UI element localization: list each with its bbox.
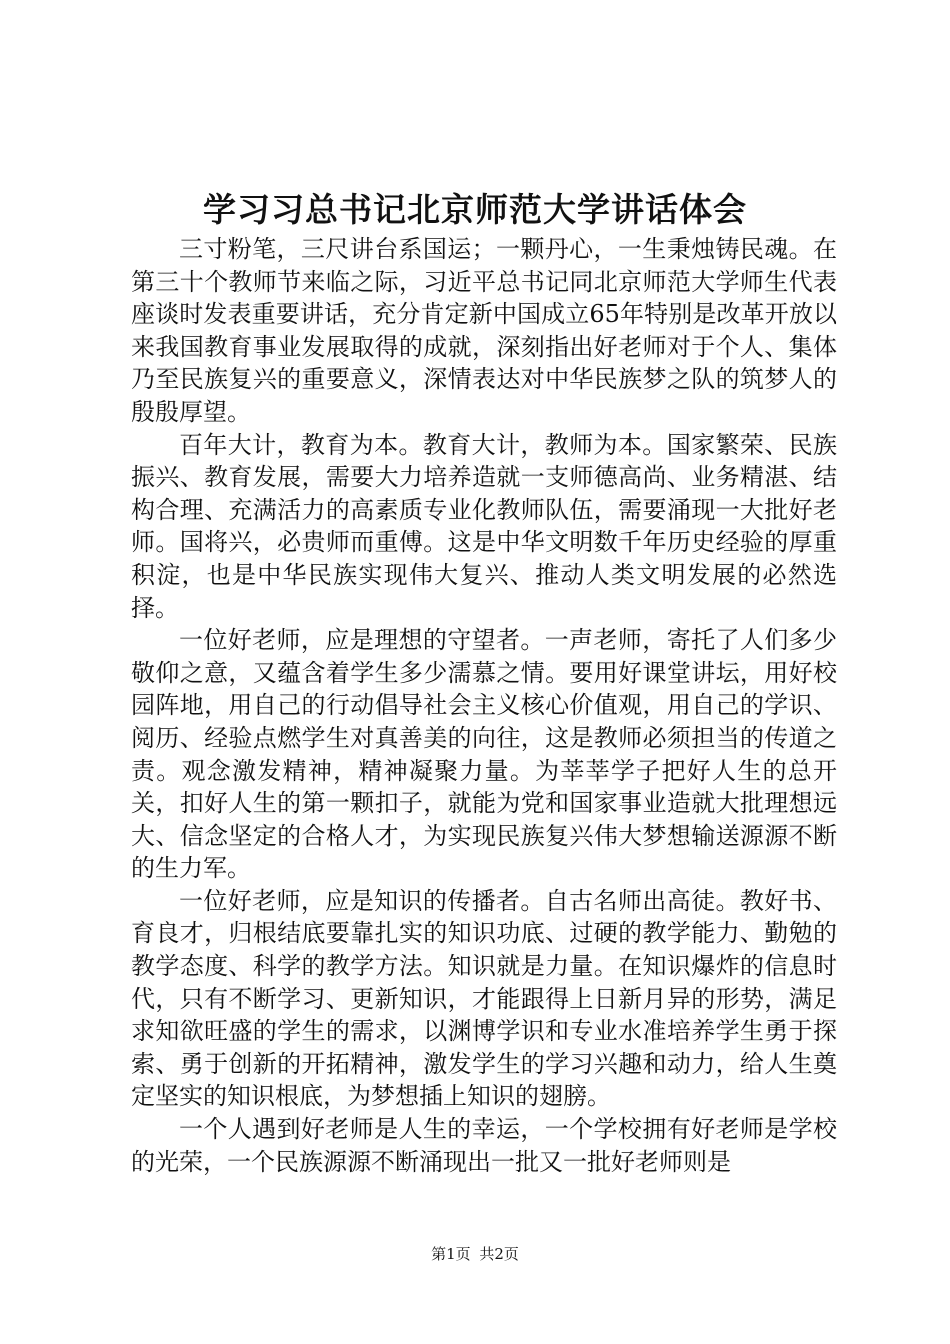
page-total: 共2页 [479,1245,519,1263]
page-number: 第1页 [431,1245,471,1263]
document-title: 学习习总书记北京师范大学讲话体会 [203,190,747,229]
paragraph: 一位好老师，应是理想的守望者。一声老师，寄托了人们多少敬仰之意，又蕴含着学生多少濡慕之情。要用好课堂讲坛，用好校园阵地，用自己的行动倡导社会主义核心价值观，用自己的学识、阅历、经验点燃学生对真善美的向往，这是教师必须担当的传道之责。观念激发精神，精神凝聚力量。为莘莘学子把好人生的总开关，扣好人生的第一颗扣子，就能为党和国家事业造就大批理想远大、信念坚定的合格人才，为实现民族复兴伟大梦想输送源源不断的生力军。 [131,626,837,883]
paragraph: 百年大计，教育为本。教育大计，教师为本。国家繁荣、民族振兴、教育发展，需要大力培养造就一支师德高尚、业务精湛、结构合理、充满活力的高素质专业化教师队伍，需要涌现一大批好老师。国将兴，必贵师而重傅。这是中华文明数千年历史经验的厚重积淀，也是中华民族实现伟大复兴、推动人类文明发展的必然选择。 [131,430,837,622]
paragraph: 一位好老师，应是知识的传播者。自古名师出高徒。教好书、育良才，归根结底要靠扎实的知识功底、过硬的教学能力、勤勉的教学态度、科学的教学方法。知识就是力量。在知识爆炸的信息时代，只有不断学习、更新知识，才能跟得上日新月异的形势，满足求知欲旺盛的学生的需求，以渊博学识和专业水准培养学生勇于探索、勇于创新的开拓精神，激发学生的学习兴趣和动力，给人生奠定坚实的知识根底，为梦想插上知识的翅膀。 [131,886,837,1111]
page-footer [0,1243,950,1265]
paragraph: 一个人遇到好老师是人生的幸运，一个学校拥有好老师是学校的光荣，一个民族源源不断涌现出一批又一批好老师则是 [131,1115,837,1176]
document-body [131,233,837,1178]
paragraph: 三寸粉笔，三尺讲台系国运；一颗丹心，一生秉烛铸民魂。在第三十个教师节来临之际，习近平总书记同北京师范大学师生代表座谈时发表重要讲话，充分肯定新中国成立65年特别是改革开放以来我国教育事业发展取得的成就，深刻指出好老师对于个人、集体乃至民族复兴的重要意义，深情表达对中华民族梦之队的筑梦人的殷殷厚望。 [131,235,837,426]
